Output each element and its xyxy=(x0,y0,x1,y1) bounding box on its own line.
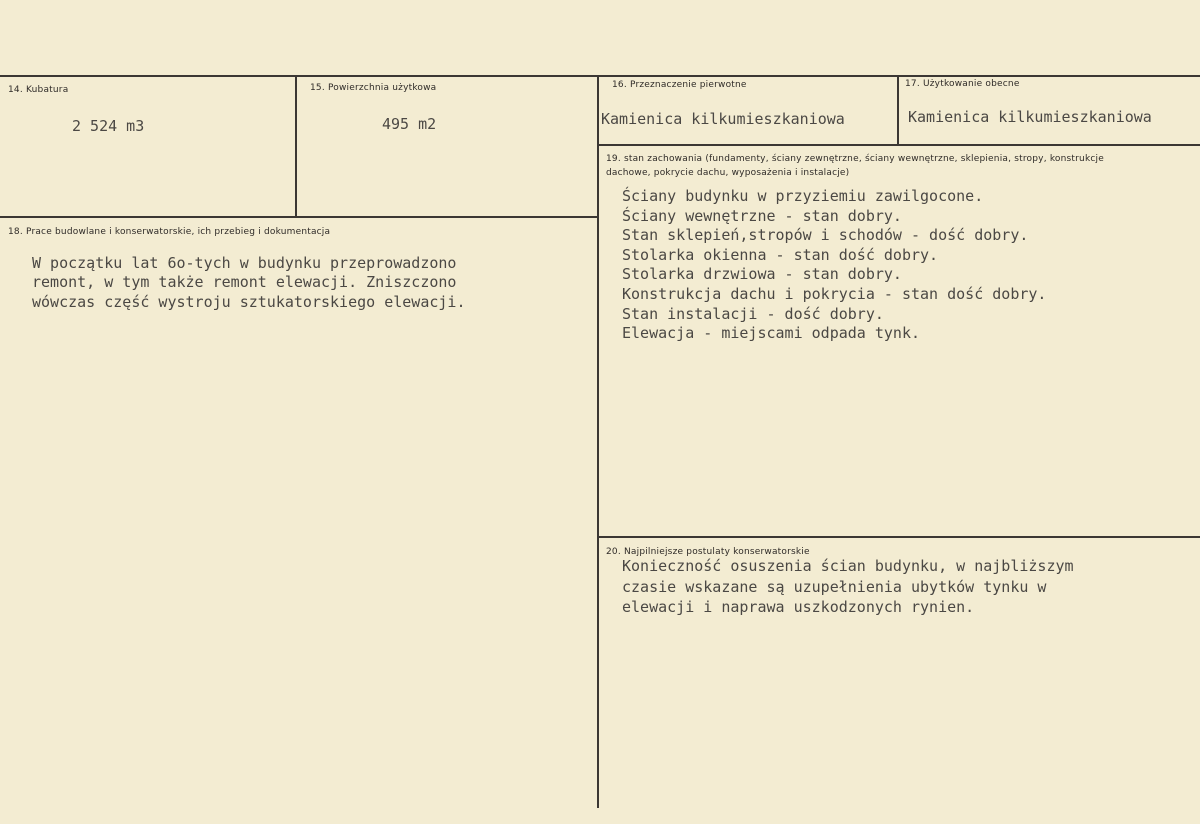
divider-16-17 xyxy=(897,75,899,145)
przeznaczenie-value: Kamienica kilkumieszkaniowa xyxy=(601,110,845,128)
stan-line: Stan sklepień,stropów i schodów - dość dobry. xyxy=(622,226,1029,245)
prace-line: W początku lat 6o-tych w budynku przeprowadzono xyxy=(32,254,457,272)
kubatura-value: 2 524 m3 xyxy=(72,117,145,135)
postulaty-label: 20. Najpilniejsze postulaty konserwatorskie xyxy=(606,547,810,557)
main-divider xyxy=(597,75,599,808)
uzytkowanie-value: Kamienica kilkumieszkaniowa xyxy=(908,108,1152,126)
mid-rule-right xyxy=(598,144,1200,146)
postulaty-line: czasie wskazane są uzupełnienia ubytków tynku w xyxy=(622,577,1047,596)
lower-rule-right xyxy=(598,536,1200,538)
prace-line: wówczas część wystroju sztukatorskiego elewacji. xyxy=(32,292,466,311)
powierzchnia-label: 15. Powierzchnia użytkowa xyxy=(310,83,437,93)
przeznaczenie-label: 16. Przeznaczenie pierwotne xyxy=(612,80,747,90)
top-rule xyxy=(0,75,1200,77)
prace-text xyxy=(32,254,465,312)
stan-line: Ściany wewnętrzne - stan dobry. xyxy=(622,206,902,225)
stan-line: Stolarka okienna - stan dość dobry. xyxy=(622,245,939,264)
stan-line: Stan instalacji - dość dobry. xyxy=(622,304,884,323)
prace-line: remont, w tym także remont elewacji. Zniszczono xyxy=(32,273,457,292)
postulaty-line: elewacji i naprawa uszkodzonych rynien. xyxy=(622,598,975,616)
stan-line: Ściany budynku w przyziemiu zawilgocone. xyxy=(622,187,984,205)
stan-line: Konstrukcja dachu i pokrycia - stan dość dobry. xyxy=(622,284,1047,303)
stan-label: 19. stan zachowania (fundamenty, ściany zewnętrzne, ściany wewnętrzne, sklepienia, stropy, konstrukcje dachowe, pokrycie dachu, wyposażenia i instalacje) xyxy=(606,154,1104,178)
stan-text xyxy=(622,187,1046,344)
mid-rule-left xyxy=(0,216,597,218)
postulaty-text xyxy=(622,556,1074,618)
divider-14-15 xyxy=(295,75,297,217)
stan-line: Stolarka drzwiowa - stan dobry. xyxy=(622,265,902,284)
powierzchnia-value: 495 m2 xyxy=(382,115,437,133)
postulaty-line: Konieczność osuszenia ścian budynku, w najbliższym xyxy=(622,557,1074,575)
uzytkowanie-label: 17. Użytkowanie obecne xyxy=(905,79,1020,89)
prace-label: 18. Prace budowlane i konserwatorskie, ich przebieg i dokumentacja xyxy=(8,227,331,237)
stan-line: Elewacja - miejscami odpada tynk. xyxy=(622,324,921,343)
kubatura-label: 14. Kubatura xyxy=(8,85,69,95)
